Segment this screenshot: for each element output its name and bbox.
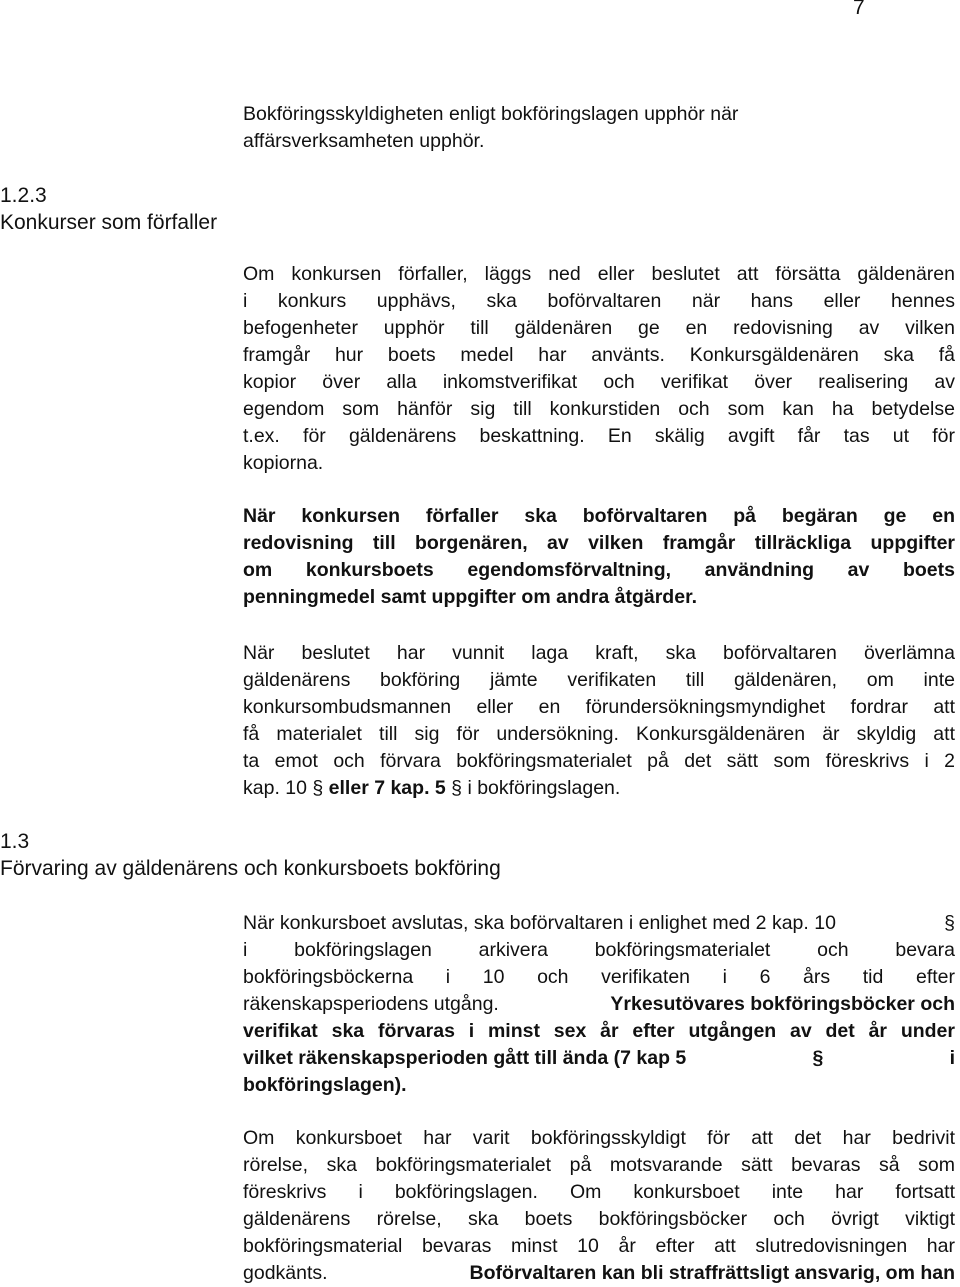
text-line: kopiorna. bbox=[243, 452, 324, 474]
text-line: gäldenärens bokföring jämte verifikaten till gäldenären, om inte bbox=[243, 669, 955, 691]
paragraph-bokforingsskyldigt-bo bbox=[243, 1125, 955, 1287]
text-line bbox=[243, 1260, 955, 1287]
section-heading-1-3 bbox=[0, 828, 501, 882]
text-line: i bokföringslagen arkivera bokföringsmaterialet och bevara bbox=[243, 939, 955, 961]
text-line: befogenheter upphör till gäldenären ge en redovisning av vilken bbox=[243, 317, 955, 339]
text-run-bold: i bbox=[949, 1047, 955, 1069]
text-line: egendom som hänför sig till konkurstiden och som kan ha betydelse bbox=[243, 398, 955, 420]
section-title: Konkurser som förfaller bbox=[0, 211, 218, 234]
text-line: penningmedel samt uppgifter om andra åtgärder. bbox=[243, 586, 697, 608]
text-line: om konkursboets egendomsförvaltning, användning av boets bbox=[243, 559, 955, 581]
text-line: redovisning till borgenären, av vilken framgår tillräckliga uppgifter bbox=[243, 532, 955, 554]
text-run: När konkursboet avslutas, ska boförvaltaren i enlighet med 2 kap. 10 bbox=[243, 912, 836, 934]
section-title: Förvaring av gäldenärens och konkursboets bokföring bbox=[0, 857, 501, 880]
text-line: Om konkursen förfaller, läggs ned eller beslutet att försätta gäldenären bbox=[243, 263, 955, 285]
section-heading-1-2-3 bbox=[0, 182, 217, 236]
paragraph-overlamna-bokforing bbox=[243, 640, 955, 802]
text-run-bold: Yrkesutövares bokföringsböcker och bbox=[610, 993, 955, 1015]
text-run-bold: Boförvaltaren kan bli straffrättsligt ansvarig, om han bbox=[469, 1262, 955, 1284]
text-run: kap. 10 bbox=[243, 777, 313, 799]
text-run: godkänts. bbox=[243, 1262, 333, 1284]
text-line: rörelse, ska bokföringsmaterialet på motsvarande sätt bevaras så som bbox=[243, 1154, 955, 1176]
text-line: När beslutet har vunnit laga kraft, ska boförvaltaren överlämna bbox=[243, 642, 955, 664]
text-line bbox=[243, 910, 955, 937]
section-sign-icon: § bbox=[812, 1047, 824, 1069]
text-line: bokföringslagen). bbox=[243, 1074, 407, 1096]
page-number: 7 bbox=[853, 0, 865, 19]
intro-paragraph bbox=[243, 101, 955, 155]
text-line: ta emot och förvara bokföringsmaterialet på det sätt som föreskrivs i 2 bbox=[243, 750, 955, 772]
text-line: affärsverksamheten upphör. bbox=[243, 130, 485, 152]
text-line bbox=[243, 1045, 955, 1072]
paragraph-konkursbo-avslutas bbox=[243, 910, 955, 1099]
text-line: i konkurs upphävs, ska boförvaltaren när hans eller hennes bbox=[243, 290, 955, 312]
text-run-bold: eller 7 kap. 5 bbox=[328, 777, 446, 799]
text-line: bokföringsmaterial bevaras minst 10 år efter att slutredovisningen har bbox=[243, 1235, 955, 1257]
text-line: gäldenärens rörelse, ska boets bokföringsböcker och övrigt viktigt bbox=[243, 1208, 955, 1230]
section-sign-icon: § bbox=[312, 777, 324, 799]
text-line: få materialet till sig för undersökning. Konkursgäldenären är skyldig att bbox=[243, 723, 955, 745]
section-number: 1.3 bbox=[0, 830, 30, 853]
text-line: konkursombudsmannen eller en förundersökningsmyndighet fordrar att bbox=[243, 696, 955, 718]
section-sign-icon: § bbox=[944, 912, 955, 934]
text-line: föreskrivs i bokföringslagen. Om konkursboet inte har fortsatt bbox=[243, 1181, 955, 1203]
paragraph-konkurs-forfaller bbox=[243, 261, 955, 477]
text-run: räkenskapsperiodens utgång. bbox=[243, 993, 505, 1015]
paragraph-redovisning-borgenar bbox=[243, 503, 955, 611]
text-line: När konkursen förfaller ska boförvaltaren på begäran ge en bbox=[243, 505, 955, 527]
text-line bbox=[243, 775, 955, 802]
text-line: bokföringsböckerna i 10 och verifikaten i 6 års tid efter bbox=[243, 966, 955, 988]
text-line: Om konkursboet har varit bokföringsskyldigt för att det har bedrivit bbox=[243, 1127, 955, 1149]
text-line: t.ex. för gäldenärens beskattning. En skälig avgift får tas ut för bbox=[243, 425, 955, 447]
text-run: i bokföringslagen. bbox=[462, 777, 621, 799]
text-line bbox=[243, 991, 955, 1018]
text-line: framgår hur boets medel har använts. Konkursgäldenären ska få bbox=[243, 344, 955, 366]
text-line: kopior över alla inkomstverifikat och verifikat över realisering av bbox=[243, 371, 955, 393]
section-number: 1.2.3 bbox=[0, 184, 47, 207]
text-line: Bokföringsskyldigheten enligt bokföringslagen upphör när bbox=[243, 103, 739, 125]
section-sign-icon: § bbox=[451, 777, 463, 799]
text-line: verifikat ska förvaras i minst sex år efter utgången av det år under bbox=[243, 1020, 955, 1042]
text-run-bold: vilket räkenskapsperioden gått till ända (7 kap 5 bbox=[243, 1047, 687, 1069]
